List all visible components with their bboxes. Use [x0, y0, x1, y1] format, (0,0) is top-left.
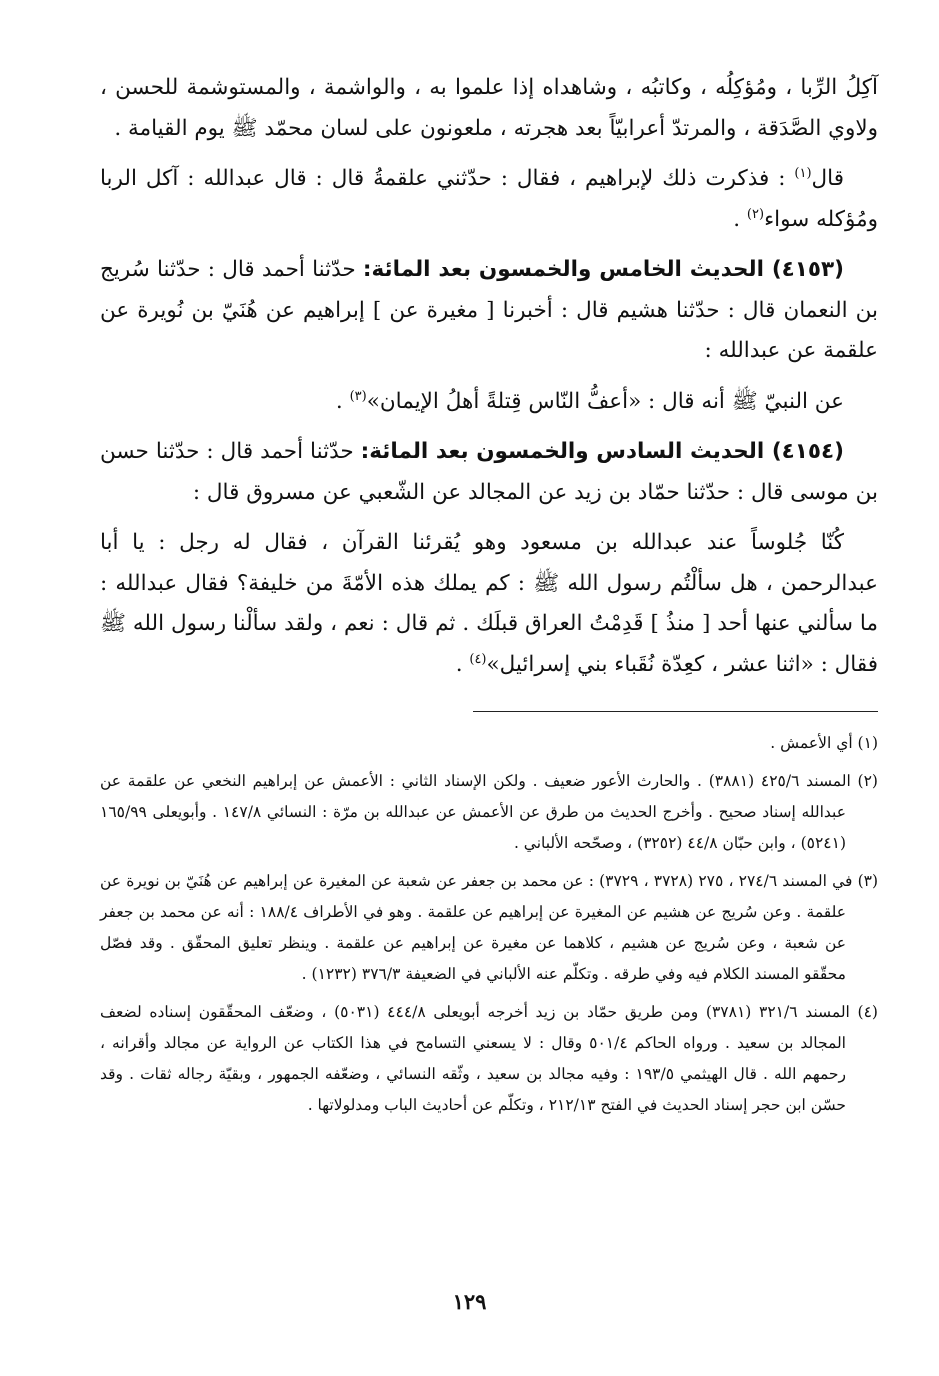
page-number: ١٢٩ — [452, 1289, 487, 1314]
text-segment: . — [733, 206, 747, 232]
footnote-ref-3: (٣) — [349, 388, 367, 404]
text-segment: : فذكرت ذلك لإبراهيم ، فقال : حدّثني علقمةُ قال : قال عبدالله : آكل الربا ومُؤكله سواء — [100, 166, 878, 232]
main-text — [100, 68, 878, 685]
footnote-separator — [473, 711, 878, 712]
text-segment: . — [335, 388, 350, 414]
footnote-1: (١) أي الأعمش . — [770, 734, 878, 752]
footnote-ref-1: (١) — [794, 165, 812, 181]
hadith-4153-heading — [100, 250, 878, 372]
hadith-4154-heading — [100, 432, 878, 513]
paragraph-ibrahim-report — [100, 159, 878, 240]
footnotes — [100, 728, 878, 1121]
hadith-4153-label: (٤١٥٣) الحديث الخامس والخمسون بعد المائة: — [362, 257, 844, 282]
hadith-4154-matn — [100, 523, 878, 685]
footnote-2: (٢) المسند ٤٢٥/٦ (٣٨٨١) . والحارث الأعور ضعيف . ولكن الإسناد الثاني : الأعمش عن إبراهيم النخعي عن علقمة عن عبدالله إسناد صحيح . وأخرج الحديث من طرق عن الأعمش عن عبدالله بن مرّة : النسائي ١٤٧/٨ . وأبويعلى ١٦٥/٩٩ (٥٢٤١) ، وابن حبّان ٤٤/٨ (٣٢٥٢) ، وصحّحه الألباني . — [100, 772, 878, 852]
hadith-4154-label: (٤١٥٤) الحديث السادس والخمسون بعد المائة: — [360, 439, 844, 464]
hadith-4154-isnad: حدّثنا أحمد قال : حدّثنا حسن بن موسى قال : حدّثنا حمّاد بن زيد عن المجالد عن الشّعبي عن مسروق قال : — [100, 439, 878, 505]
text-segment: قال — [811, 166, 844, 191]
page-body — [100, 68, 878, 1128]
hadith-4153-matn — [100, 382, 878, 423]
hadith-4153-isnad: حدّثنا أحمد قال : حدّثنا سُريج بن النعمان قال : حدّثنا هشيم قال : أخبرنا [ مغيرة عن ] إبراهيم عن هُنَيّ بن نُويرة عن علقمة عن عبدالله : — [100, 257, 878, 363]
footnote-4: (٤) المسند ٣٢١/٦ (٣٧٨١) ومن طريق حمّاد بن زيد أخرجه أبويعلى ٤٤٤/٨ (٥٠٣١) ، وضعّف المحقّقون إسناده لضعف المجالد بن سعيد . ورواه الحاكم ٥٠١/٤ وقال : لا يسعني التسامح في هذا الكتاب عن الرواية عن مجالد وأقرانه ، رحمهم الله . قال الهيثمي ١٩٣/٥ : وفيه مجالد بن سعيد ، وثّقه النسائي ، وضعّفه الجمهور ، وبقيّة رجاله ثقات . وقد حسّن ابن حجر إسناد الحديث في الفتح ٢١٢/١٣ ، وتكلّم عن أحاديث الباب ومدلولاتها . — [100, 1003, 878, 1114]
text-segment: عن النبيّ ﷺ أنه قال : «أعفُّ النّاس قِتلةً أهلُ الإيمان» — [366, 388, 844, 414]
text-segment: . — [455, 651, 470, 677]
footnote-ref-4: (٤) — [469, 651, 487, 667]
footnote-ref-2: (٢) — [746, 206, 765, 222]
text-segment: كُنّا جُلوساً عند عبدالله بن مسعود وهو يُقرئنا القرآن ، فقال له رجل : يا أبا عبدالرحمن ، هل سألْتُم رسول الله ﷺ : كم يملك هذه الأمّةَ من خليفة؟ فقال عبدالله : ما سألني عنها أحد [ منذُ ] قَدِمْتُ العراق قبلَك . ثم قال : نعم ، ولقد سألْنا رسول الله ﷺ فقال : «اثنا عشر ، كعِدّة نُقَباء بني إسرائيل» — [100, 530, 878, 677]
footnote-3: (٣) في المسند ٢٧٤/٦ ، ٢٧٥ (٣٧٢٨ ، ٣٧٢٩) : عن محمد بن جعفر عن شعبة عن المغيرة عن إبراهيم عن هُنَيّ بن نويرة عن علقمة . وعن سُريج عن هشيم عن المغيرة عن إبراهيم عن علقمة . وهو في الأطراف ١٨٨/٤ : أنه عن محمد بن جعفر عن شعبة ، وعن سُريج عن هشيم ، كلاهما عن مغيرة عن إبراهيم عن علقمة . وينظر تعليق المحقّق . وقد فصّل محقّقو المسند الكلام فيه وفي طرقه . وتكلّم عنه الألباني في الضعيفة ٣٧٦/٣ (١٢٣٢) . — [100, 872, 879, 983]
paragraph-curse-list: آكِلُ الرِّبا ، ومُؤكِلُه ، وكاتبُه ، وشاهداه إذا علموا به ، والواشمة ، والمستوشمة للحسن ، ولاوي الصَّدَقة ، والمرتدّ أعرابيّاً بعد هجرته ، ملعونون على لسان محمّد ﷺ يوم القيامة . — [100, 75, 878, 141]
